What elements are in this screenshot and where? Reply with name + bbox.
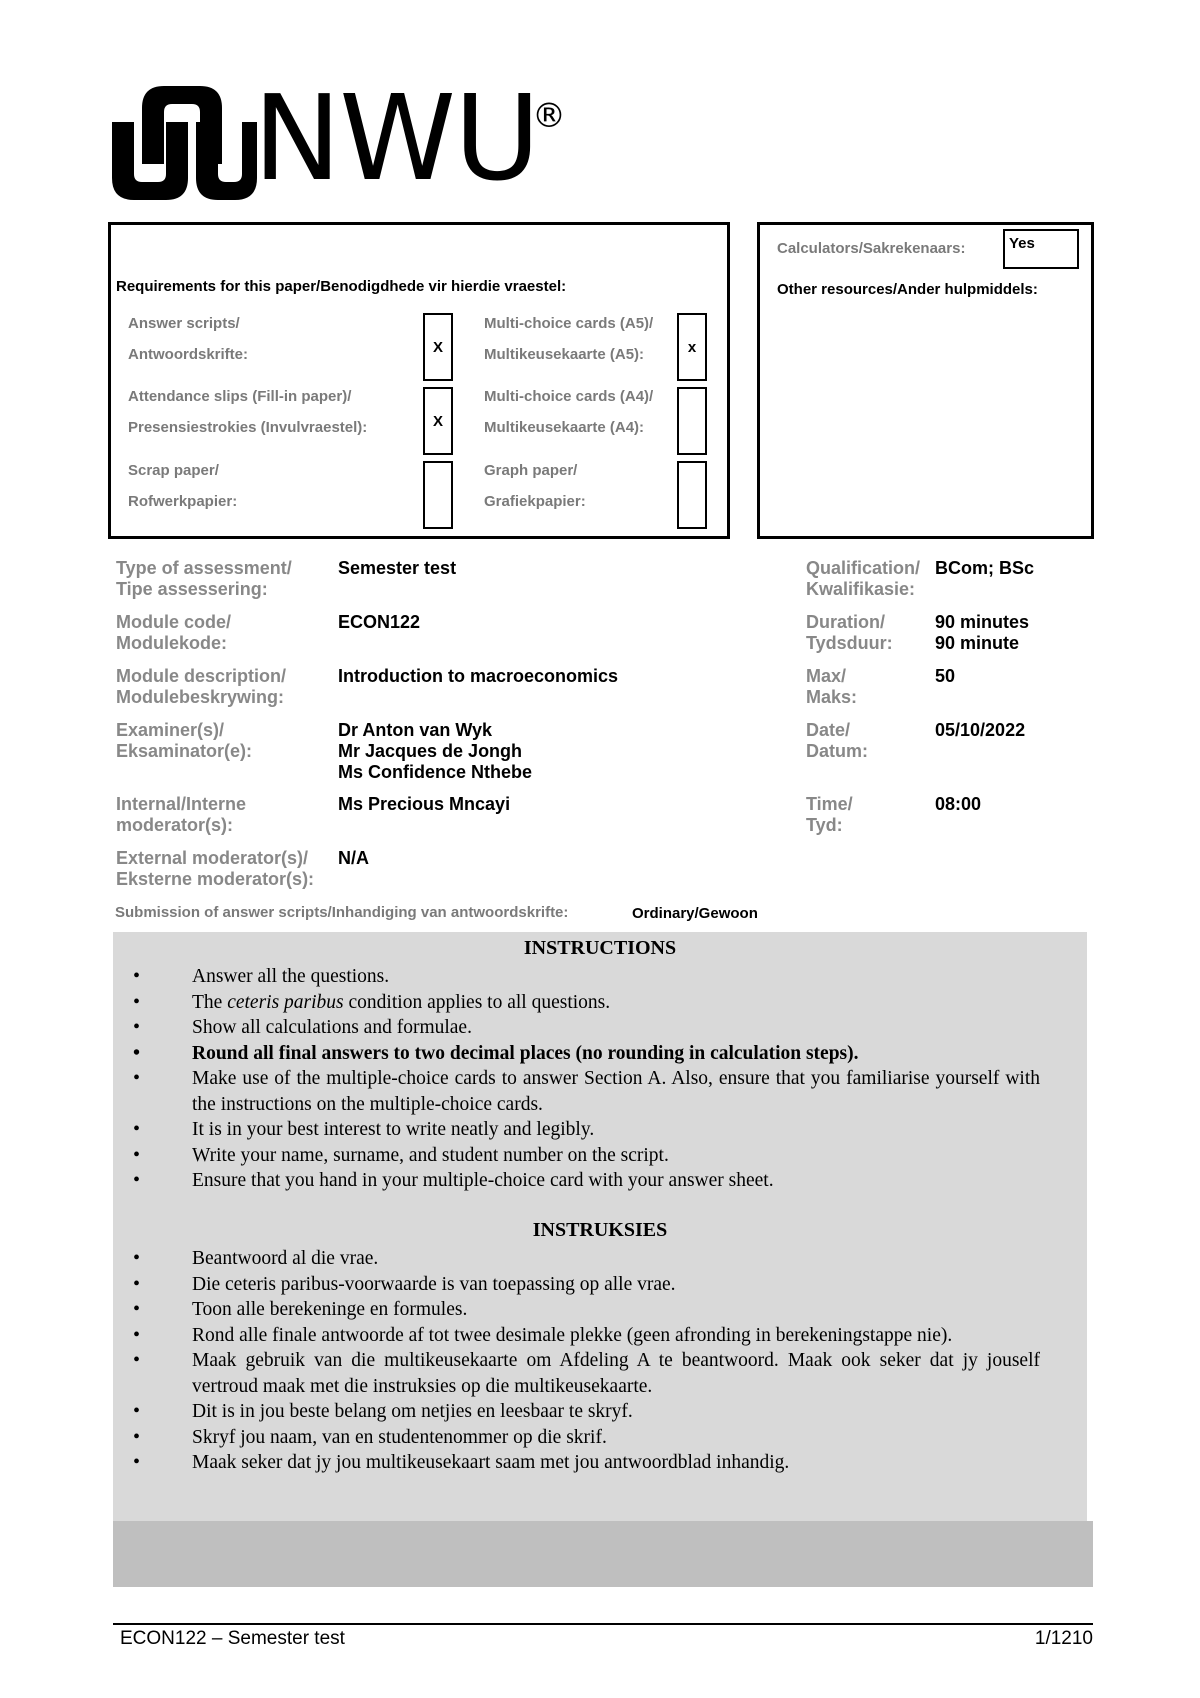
label-duration: Duration/ Tydsduur: (806, 612, 893, 653)
footer-divider (113, 1623, 1093, 1625)
instructions-heading: INSTRUCTIONS (523, 937, 677, 959)
list-item: • Maak gebruik van die multikeusekaarte om Afdeling A te beantwoord. Maak ook seker dat jy jouself vertroud maak met die instruksies op die multikeusekaarte. (121, 1348, 1040, 1399)
list-item: • Round all final answers to two decimal places (no rounding in calculation steps). (121, 1041, 1040, 1067)
list-item: • Dit is in jou beste belang om netjies en leesbaar te skryf. (121, 1399, 1040, 1425)
label-internal-moderator: Internal/Interne moderator(s): (116, 794, 247, 835)
requirements-title: Requirements for this paper/Benodigdhede vir hierdie vraestel: (116, 278, 567, 295)
req-label-scrap-paper: Scrap paper/ Rofwerkpapier: (128, 462, 238, 510)
value-module-description: Introduction to macroeconomics (338, 666, 619, 686)
value-duration: 90 minutes 90 minute (935, 612, 1030, 653)
registered-mark: ® (532, 96, 566, 136)
resources-box (757, 222, 1094, 539)
checkbox-answer-scripts[interactable]: X (423, 313, 453, 381)
footer-page-number: 1/1210 (1034, 1628, 1093, 1649)
calculators-label: Calculators/Sakrekenaars: (777, 240, 966, 257)
checkbox-mcq-a5[interactable]: x (677, 313, 707, 381)
requirements-box (108, 222, 730, 539)
list-item: • Toon alle berekeninge en formules. (121, 1297, 1040, 1323)
submission-label: Submission of answer scripts/Inhandiging van antwoordskrifte: (115, 904, 569, 921)
instruksies-heading: INSTRUKSIES (532, 1219, 668, 1241)
value-type-of-assessment: Semester test (338, 558, 457, 578)
other-resources-label: Other resources/Ander hulpmiddels: (777, 281, 1038, 298)
list-item: • Maak seker dat jy jou multikeusekaart saam met jou antwoordblad inhandig. (121, 1450, 1040, 1476)
list-item: • Beantwoord al die vrae. (121, 1246, 1040, 1272)
value-date: 05/10/2022 (935, 720, 1026, 740)
list-item: • Show all calculations and formulae. (121, 1015, 1040, 1041)
value-module-code: ECON122 (338, 612, 421, 632)
checkbox-graph-paper[interactable] (677, 461, 707, 529)
label-module-description: Module description/ Modulebeskrywing: (116, 666, 287, 707)
req-label-mcq-a5: Multi-choice cards (A5)/ Multikeusekaarte (A5): (484, 315, 654, 363)
req-label-answer-scripts: Answer scripts/ Antwoordskrifte: (128, 315, 248, 363)
checkbox-attendance-slips[interactable]: X (423, 387, 453, 455)
list-item: • Make use of the multiple-choice cards to answer Section A. Also, ensure that you familiarise yourself with the instructions on the multiple-choice cards. (121, 1066, 1040, 1117)
calculators-value-box[interactable]: Yes (1003, 229, 1079, 269)
req-label-attendance-slips: Attendance slips (Fill-in paper)/ Presensiestrokies (Invulvraestel): (128, 388, 368, 436)
label-examiners: Examiner(s)/ Eksaminator(e): (116, 720, 253, 761)
list-item: • Skryf jou naam, van en studentenommer op die skrif. (121, 1425, 1040, 1451)
value-time: 08:00 (935, 794, 982, 814)
checkbox-mcq-a4[interactable] (677, 387, 707, 455)
logo-wordmark: NWU (253, 69, 539, 207)
gray-band (113, 1521, 1093, 1587)
list-item: • Ensure that you hand in your multiple-choice card with your answer sheet. (121, 1168, 1040, 1194)
value-qualification: BCom; BSc (935, 558, 1035, 578)
instructions-panel (113, 932, 1087, 1584)
list-item: • Write your name, surname, and student number on the script. (121, 1143, 1040, 1169)
label-time: Time/ Tyd: (806, 794, 853, 835)
list-item: • The ceteris paribus condition applies to all questions. (121, 990, 1040, 1016)
list-item: • Rond alle finale antwoorde af tot twee desimale plekke (geen afronding in berekeningstappe nie). (121, 1323, 1040, 1349)
req-label-graph-paper: Graph paper/ Grafiekpapier: (484, 462, 586, 510)
submission-value: Ordinary/Gewoon (632, 905, 758, 922)
instructions-list-en (121, 964, 1040, 1194)
label-type-of-assessment: Type of assessment/ Tipe assessering: (116, 558, 292, 599)
label-module-code: Module code/ Modulekode: (116, 612, 232, 653)
footer-left: ECON122 – Semester test (120, 1628, 345, 1649)
value-examiners: Dr Anton van Wyk Mr Jacques de Jongh Ms Confidence Nthebe (338, 720, 533, 782)
label-date: Date/ Datum: (806, 720, 868, 761)
req-label-mcq-a4: Multi-choice cards (A4)/ Multikeusekaarte (A4): (484, 388, 654, 436)
value-internal-moderator: Ms Precious Mncayi (338, 794, 511, 814)
checkbox-scrap-paper[interactable] (423, 461, 453, 529)
label-external-moderator: External moderator(s)/ Eksterne moderator(s): (116, 848, 315, 889)
list-item: • Die ceteris paribus-voorwaarde is van toepassing op alle vrae. (121, 1272, 1040, 1298)
value-max: 50 (935, 666, 956, 686)
list-item: • Answer all the questions. (121, 964, 1040, 990)
value-external-moderator: N/A (338, 848, 369, 868)
label-qualification: Qualification/ Kwalifikasie: (806, 558, 921, 599)
instructions-list-af (121, 1246, 1040, 1476)
label-max: Max/ Maks: (806, 666, 858, 707)
list-item: • It is in your best interest to write neatly and legibly. (121, 1117, 1040, 1143)
